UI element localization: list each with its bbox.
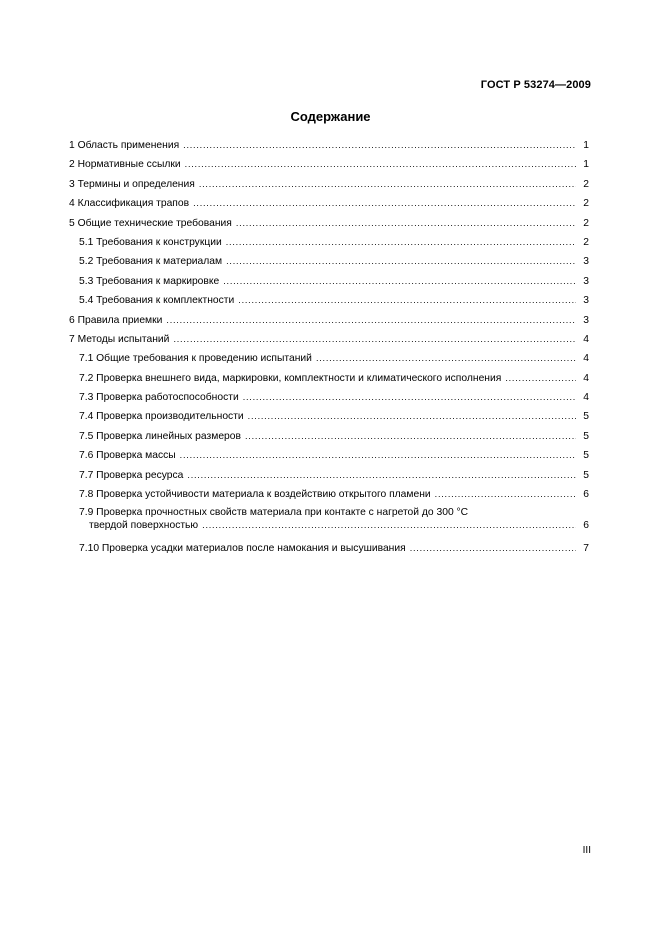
- toc-entry-text: 5 Общие технические требования: [69, 217, 232, 229]
- toc-leader-dots: [245, 430, 576, 443]
- toc-leader-dots: [180, 449, 576, 462]
- toc-entry-text: 4 Классификация трапов: [69, 198, 190, 210]
- toc-entry-text: 5.4 Требования к комплектности: [79, 295, 235, 307]
- toc-entry-page: 5: [583, 450, 589, 462]
- toc-entry-text: 7.5 Проверка линейных размеров: [79, 430, 241, 442]
- toc-entry-page: 5: [583, 469, 589, 481]
- toc-subentry[interactable]: [69, 409, 589, 428]
- table-of-contents: [69, 138, 589, 561]
- toc-leader-dots: [202, 519, 576, 532]
- toc-entry-text: 7.1 Общие требования к проведению испытаний: [79, 353, 312, 365]
- toc-subentry[interactable]: [69, 235, 589, 254]
- toc-leader-dots: [173, 333, 576, 346]
- toc-leader-dots: [193, 197, 576, 210]
- toc-leader-dots: [199, 178, 576, 191]
- toc-entry-text: 3 Термины и определения: [69, 178, 195, 190]
- toc-entry-text-line2: твердой поверхностью: [89, 520, 199, 532]
- toc-subentry[interactable]: [69, 541, 589, 560]
- toc-entry-text: 5.2 Требования к материалам: [79, 256, 223, 268]
- toc-leader-dots: [226, 236, 576, 249]
- toc-leader-dots: [435, 488, 576, 501]
- toc-leader-dots: [248, 410, 576, 423]
- toc-title: Содержание: [290, 109, 371, 124]
- toc-entry-page: 6: [583, 489, 589, 501]
- toc-entry-text: 7.8 Проверка устойчивости материала к воздействию открытого пламени: [79, 489, 431, 501]
- toc-subentry[interactable]: [69, 448, 589, 467]
- toc-leader-dots: [243, 391, 576, 404]
- toc-leader-dots: [316, 352, 576, 365]
- toc-subentry-multiline[interactable]: [69, 506, 589, 541]
- toc-leader-dots: [410, 542, 576, 555]
- toc-leader-dots: [185, 158, 576, 171]
- toc-leader-dots: [166, 314, 576, 327]
- toc-entry-page: 2: [583, 178, 589, 190]
- document-header: ГОСТ Р 53274—2009: [480, 79, 591, 91]
- toc-leader-dots: [505, 372, 576, 385]
- toc-entry-page: 4: [583, 353, 589, 365]
- toc-leader-dots: [236, 217, 576, 230]
- toc-entry-page: 3: [583, 314, 589, 326]
- toc-subentry[interactable]: [69, 390, 589, 409]
- toc-entry[interactable]: [69, 138, 589, 157]
- toc-leader-dots: [187, 469, 576, 482]
- toc-entry-text: 6 Правила приемки: [69, 314, 163, 326]
- toc-leader-dots: [183, 139, 576, 152]
- toc-entry-page: 7: [583, 543, 589, 555]
- toc-entry-page: 3: [583, 275, 589, 287]
- toc-subentry[interactable]: [69, 371, 589, 390]
- toc-entry-page: 4: [583, 392, 589, 404]
- toc-entry-page: 6: [583, 520, 589, 532]
- toc-entry-text: 7.6 Проверка массы: [79, 450, 176, 462]
- toc-leader-dots: [238, 294, 576, 307]
- toc-entry-text: 5.3 Требования к маркировке: [79, 275, 220, 287]
- toc-subentry[interactable]: [69, 351, 589, 370]
- toc-entry-page: 3: [583, 256, 589, 268]
- toc-subentry[interactable]: [69, 254, 589, 273]
- toc-subentry[interactable]: [69, 468, 589, 487]
- toc-entry[interactable]: [69, 157, 589, 176]
- toc-entry-page: 1: [583, 159, 589, 171]
- toc-entry-page: 4: [583, 372, 589, 384]
- toc-entry[interactable]: [69, 196, 589, 215]
- toc-entry[interactable]: [69, 313, 589, 332]
- toc-leader-dots: [226, 255, 576, 268]
- toc-entry-text: 5.1 Требования к конструкции: [79, 236, 222, 248]
- toc-entry-text: 7.7 Проверка ресурса: [79, 469, 184, 481]
- toc-entry-text-line1: 7.9 Проверка прочностных свойств материала при контакте с нагретой до 300 °С: [79, 507, 469, 519]
- toc-entry-page: 2: [583, 198, 589, 210]
- toc-entry-text: 2 Нормативные ссылки: [69, 159, 181, 171]
- toc-entry-page: 3: [583, 295, 589, 307]
- toc-entry[interactable]: [69, 216, 589, 235]
- toc-entry-page: 5: [583, 411, 589, 423]
- toc-entry[interactable]: [69, 177, 589, 196]
- toc-entry-text: 7.4 Проверка производительности: [79, 411, 244, 423]
- toc-entry-page: 2: [583, 217, 589, 229]
- toc-subentry[interactable]: [69, 274, 589, 293]
- toc-entry-page: 2: [583, 236, 589, 248]
- toc-entry-text: 7 Методы испытаний: [69, 333, 170, 345]
- toc-subentry[interactable]: [69, 487, 589, 506]
- toc-subentry[interactable]: [69, 293, 589, 312]
- toc-entry-page: 4: [583, 333, 589, 345]
- toc-entry-text: 7.10 Проверка усадки материалов после намокания и высушивания: [79, 543, 406, 555]
- toc-entry-text: 1 Область применения: [69, 140, 180, 151]
- toc-entry-text: 7.3 Проверка работоспособности: [79, 392, 239, 404]
- toc-leader-dots: [223, 275, 576, 288]
- page-number: III: [582, 845, 591, 856]
- toc-entry-page: 5: [583, 430, 589, 442]
- toc-entry-page: 1: [583, 140, 589, 151]
- toc-subentry[interactable]: [69, 429, 589, 448]
- toc-entry-text: 7.2 Проверка внешнего вида, маркировки, комплектности и климатического исполнения: [79, 372, 502, 384]
- toc-entry[interactable]: [69, 332, 589, 351]
